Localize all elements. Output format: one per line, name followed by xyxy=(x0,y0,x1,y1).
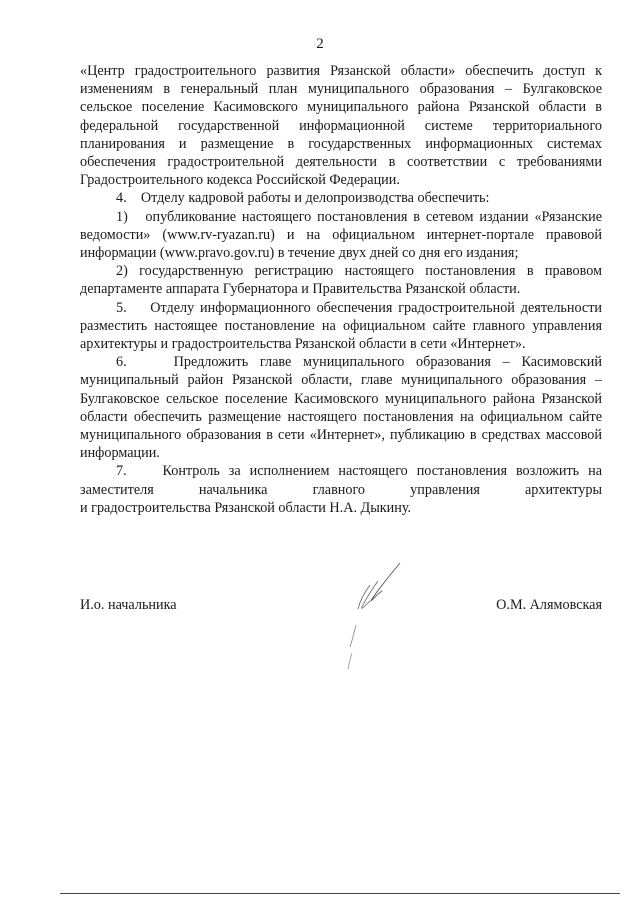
paragraph-item-4-2: 2) государственную регистрацию настоящего постановления в правовом департаменте аппарата Губернатора и Правительства Рязанской области. xyxy=(80,263,602,298)
signatory-position: И.о. начальника xyxy=(80,597,177,613)
page-number: 2 xyxy=(316,36,324,52)
handwritten-signature xyxy=(330,555,420,675)
signatory-name: О.М. Алямовская xyxy=(496,597,602,613)
paragraph-item-7-end: и градостроительства Рязанской области Н.А. Дыкину. xyxy=(80,499,412,516)
paragraph-item-6: 6. Предложить главе муниципального образования – Касимовский муниципальный район Рязанской области, главе муниципального образования – Булгаковское сельское поселение Касимовского муниципального района Рязанской области обеспечить размещение настоящего постановления на официальном сайте муниципального образования в сети «Интернет», публикацию в средствах массовой информации. xyxy=(80,354,602,462)
paragraph-item-4: 4. Отделу кадровой работы и делопроизводства обеспечить: xyxy=(116,190,490,207)
bottom-divider xyxy=(60,893,620,894)
paragraph-item-4-1: 1) опубликование настоящего постановления в сетевом издании «Рязанские ведомости» (www.rv-ryazan.ru) и на официальном интернет-портале правовой информации (www.pravo.gov.ru) в течение двух дней со дня его издания; xyxy=(80,208,602,262)
signature-block xyxy=(80,597,602,614)
paragraph-item-7: 7. Контроль за исполнением настоящего постановления возложить на заместителя начальника главного управления архитектуры xyxy=(80,463,602,498)
document-body xyxy=(80,62,602,517)
paragraph-continuation: «Центр градостроительного развития Рязанской области» обеспечить доступ к изменениям в генеральный план муниципального образования – Булгаковское сельское поселение Касимовского муниципального района Рязанской области в федеральной государственной информационной системе территориального планирования и размещение в государственных информационных системах обеспечения градостроительной деятельности в соответствии с требованиями Градостроительного кодекса Российской Федерации. xyxy=(80,63,602,189)
paragraph-item-5: 5. Отделу информационного обеспечения градостроительной деятельности разместить настоящее постановление на официальном сайте главного управления архитектуры и градостроительства Рязанской области в сети «Интернет». xyxy=(80,299,602,353)
